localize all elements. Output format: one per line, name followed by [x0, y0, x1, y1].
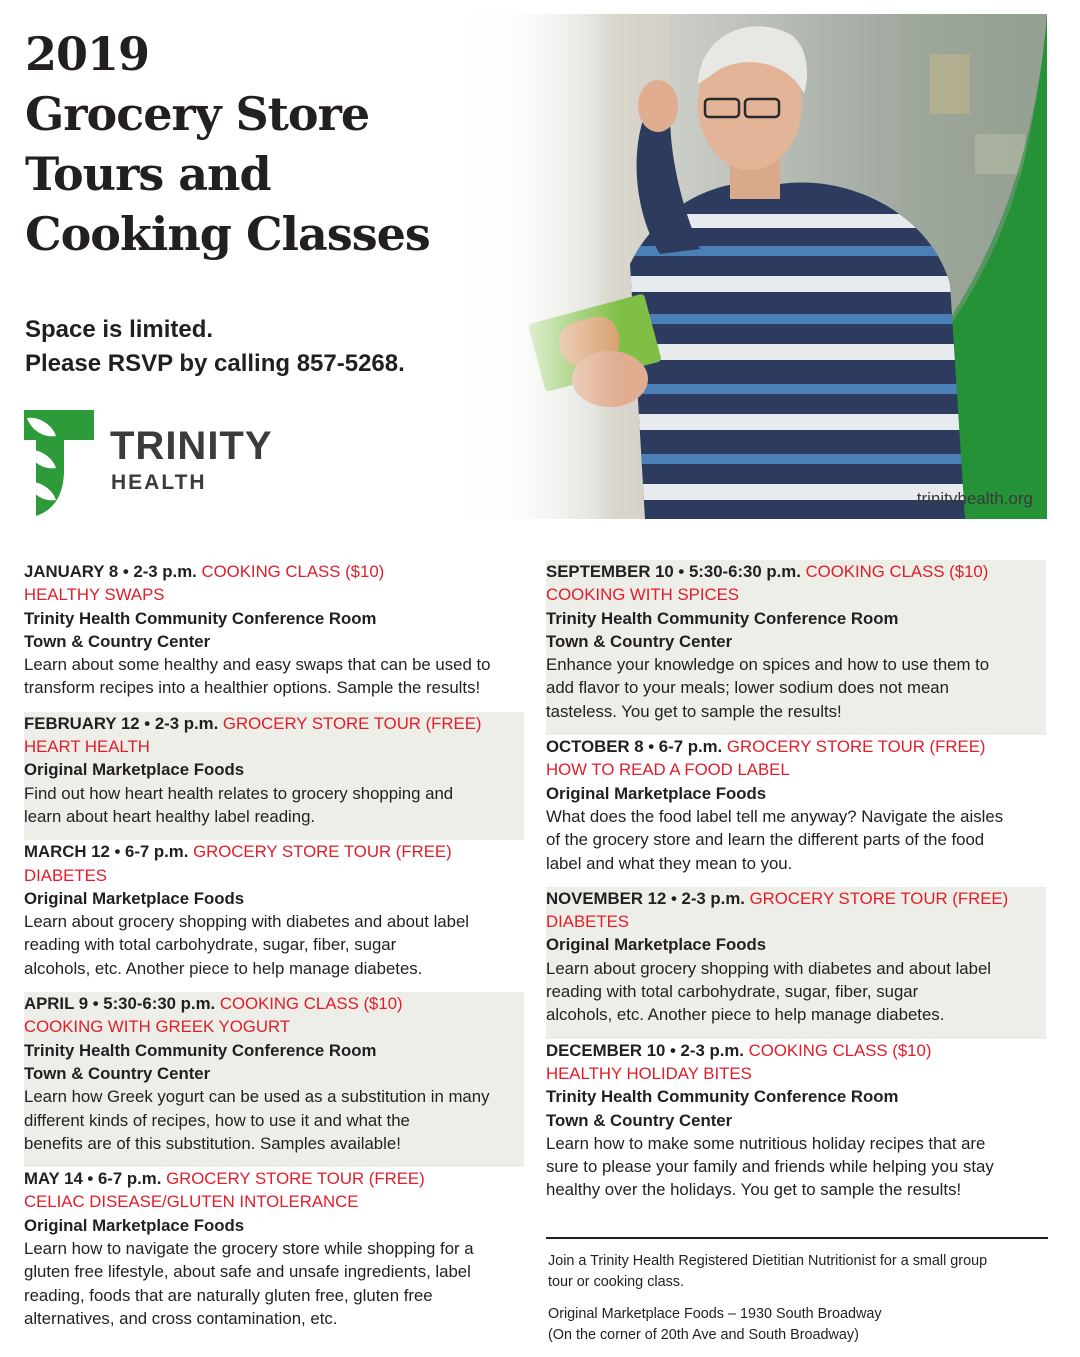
event-date: APRIL 9 • 5:30-6:30 p.m. [24, 994, 216, 1014]
event-desc-line: transform recipes into a healthier options. Sample the results! [24, 678, 481, 698]
event-heading [546, 887, 1046, 910]
event-body [24, 1039, 524, 1155]
event-topic: COOKING WITH GREEK YOGURT [24, 1017, 291, 1037]
event-date: MARCH 12 • 6-7 p.m. [24, 842, 189, 862]
event-november [546, 887, 1046, 1039]
event-location-2: Town & Country Center [24, 631, 211, 651]
event-october [546, 735, 1046, 887]
event-heading [546, 735, 1046, 758]
event-desc-line: Enhance your knowledge on spices and how to use them to [546, 655, 990, 675]
events-right-column [546, 560, 1046, 1214]
event-desc-line: sure to please your family and friends while helping you stay [546, 1157, 994, 1177]
footer-note [548, 1251, 1048, 1357]
event-topic: HEALTHY HOLIDAY BITES [546, 1063, 752, 1083]
subtitle-line: Please RSVP by calling 857-5268. [25, 350, 405, 377]
event-body [546, 1085, 1046, 1201]
join-line: tour or cooking class. [548, 1273, 684, 1290]
event-heading [24, 560, 524, 583]
logo-name: TRINITY [110, 424, 273, 468]
event-topic: COOKING WITH SPICES [546, 585, 740, 605]
event-desc-line: reading with total carbohydrate, sugar, fiber, sugar [546, 982, 919, 1002]
event-desc-line: label and what they mean to you. [546, 853, 793, 873]
event-body [24, 1214, 524, 1330]
event-body [24, 887, 524, 980]
event-location: Trinity Health Community Conference Room [24, 1040, 377, 1060]
event-heading [24, 712, 524, 735]
event-desc-line: Learn about some healthy and easy swaps that can be used to [24, 655, 491, 675]
event-desc-line: alcohols, etc. Another piece to help manage diabetes. [24, 958, 423, 978]
title-line: Grocery Store [25, 87, 370, 141]
event-heading [24, 1167, 524, 1190]
event-topic: HEALTHY SWAPS [24, 585, 165, 605]
subtitle-line: Space is limited. [25, 316, 214, 343]
event-location: Trinity Health Community Conference Room [24, 608, 377, 628]
event-april [24, 992, 524, 1167]
event-desc-line: Learn how to make some nutritious holiday recipes that are [546, 1133, 986, 1153]
event-location: Trinity Health Community Conference Room [546, 608, 899, 628]
event-location-2: Town & Country Center [24, 1063, 211, 1083]
event-type: GROCERY STORE TOUR (FREE) [222, 713, 482, 733]
event-january [24, 560, 524, 712]
address [548, 1304, 1048, 1345]
event-desc-line: gluten free lifestyle, about safe and unsafe ingredients, label [24, 1262, 471, 1282]
title-line: Cooking Classes [25, 207, 430, 261]
event-heading [24, 992, 524, 1015]
event-december [546, 1039, 1046, 1214]
event-topic: HOW TO READ A FOOD LABEL [546, 760, 790, 780]
join-line: Join a Trinity Health Registered Dietitian Nutritionist for a small group [548, 1253, 988, 1269]
event-location: Original Marketplace Foods [24, 888, 245, 908]
event-type: GROCERY STORE TOUR (FREE) [749, 888, 1009, 908]
event-topic: DIABETES [24, 865, 107, 885]
event-desc-line: Learn how to navigate the grocery store while shopping for a [24, 1239, 474, 1259]
event-location: Original Marketplace Foods [24, 760, 245, 780]
event-february [24, 712, 524, 840]
title-line: Tours and [25, 147, 271, 201]
event-march [24, 840, 524, 992]
event-body [24, 758, 524, 828]
page-title [25, 24, 505, 264]
event-desc-line: learn about heart healthy label reading. [24, 806, 316, 826]
trinity-leaf-icon [24, 410, 96, 516]
event-desc-line: healthy over the holidays. You get to sample the results! [546, 1180, 962, 1200]
event-type: COOKING CLASS ($10) [219, 994, 403, 1014]
event-date: OCTOBER 8 • 6-7 p.m. [546, 737, 723, 757]
event-date: NOVEMBER 12 • 2-3 p.m. [546, 888, 745, 908]
event-desc-line: What does the food label tell me anyway? Navigate the aisles [546, 806, 1004, 826]
event-body [546, 933, 1046, 1026]
title-line: 2019 [25, 27, 150, 81]
footer-divider [546, 1237, 1048, 1239]
event-desc-line: different kinds of recipes, how to use it and what the [24, 1110, 410, 1130]
event-date: SEPTEMBER 10 • 5:30-6:30 p.m. [546, 562, 801, 581]
event-type: COOKING CLASS ($10) [748, 1040, 932, 1060]
event-body [546, 782, 1046, 875]
event-heading [546, 560, 1046, 583]
event-desc-line: Learn about grocery shopping with diabetes and about label [546, 958, 992, 978]
event-location: Trinity Health Community Conference Room [546, 1087, 899, 1107]
event-desc-line: reading with total carbohydrate, sugar, fiber, sugar [24, 935, 397, 955]
event-topic: CELIAC DISEASE/GLUTEN INTOLERANCE [24, 1192, 359, 1212]
event-desc-line: benefits are of this substitution. Samples available! [24, 1133, 401, 1153]
event-location: Original Marketplace Foods [546, 935, 767, 955]
event-type: GROCERY STORE TOUR (FREE) [166, 1169, 425, 1189]
event-may [24, 1167, 524, 1342]
trinity-logo [24, 410, 273, 516]
logo-sub: HEALTH [111, 471, 207, 494]
event-desc-line: Find out how heart health relates to grocery shopping and [24, 783, 454, 803]
event-location: Original Marketplace Foods [546, 783, 767, 803]
event-location-2: Town & Country Center [546, 1110, 733, 1130]
event-desc-line: add flavor to your meals; lower sodium does not mean [546, 678, 949, 698]
event-desc-line: of the grocery store and learn the different parts of the food [546, 830, 985, 850]
event-desc-line: Learn about grocery shopping with diabetes and about label [24, 912, 470, 932]
event-date: FEBRUARY 12 • 2-3 p.m. [24, 713, 219, 733]
event-date: JANUARY 8 • 2-3 p.m. [24, 562, 197, 581]
event-desc-line: reading, foods that are naturally gluten free, gluten free [24, 1285, 433, 1305]
event-body [24, 607, 524, 700]
event-heading [546, 1039, 1046, 1062]
hero-photo [430, 14, 1047, 519]
event-desc-line: alternatives, and cross contamination, etc. [24, 1308, 338, 1328]
address-line: Original Marketplace Foods – 1930 South Broadway [548, 1306, 882, 1322]
rsvp-note [25, 313, 405, 381]
event-topic: HEART HEALTH [24, 737, 150, 757]
events-left-column [24, 560, 524, 1342]
event-body [546, 607, 1046, 723]
event-type: GROCERY STORE TOUR (FREE) [193, 842, 452, 862]
event-date: DECEMBER 10 • 2-3 p.m. [546, 1040, 744, 1060]
event-heading [24, 840, 524, 863]
event-september [546, 560, 1046, 735]
event-location: Original Marketplace Foods [24, 1215, 245, 1235]
website-url[interactable]: trinityhealth.org [916, 489, 1033, 508]
event-type: COOKING CLASS ($10) [201, 562, 385, 581]
event-date: MAY 14 • 6-7 p.m. [24, 1169, 162, 1189]
event-desc-line: tasteless. You get to sample the results! [546, 701, 842, 721]
event-topic: DIABETES [546, 912, 629, 932]
address-line: (On the corner of 20th Ave and South Broadway) [548, 1326, 859, 1343]
event-desc-line: alcohols, etc. Another piece to help manage diabetes. [546, 1005, 945, 1025]
event-desc-line: Learn how Greek yogurt can be used as a substitution in many [24, 1087, 490, 1107]
join-note [548, 1251, 1048, 1292]
event-type: GROCERY STORE TOUR (FREE) [726, 737, 986, 757]
event-type: COOKING CLASS ($10) [805, 562, 989, 581]
event-location-2: Town & Country Center [546, 631, 733, 651]
